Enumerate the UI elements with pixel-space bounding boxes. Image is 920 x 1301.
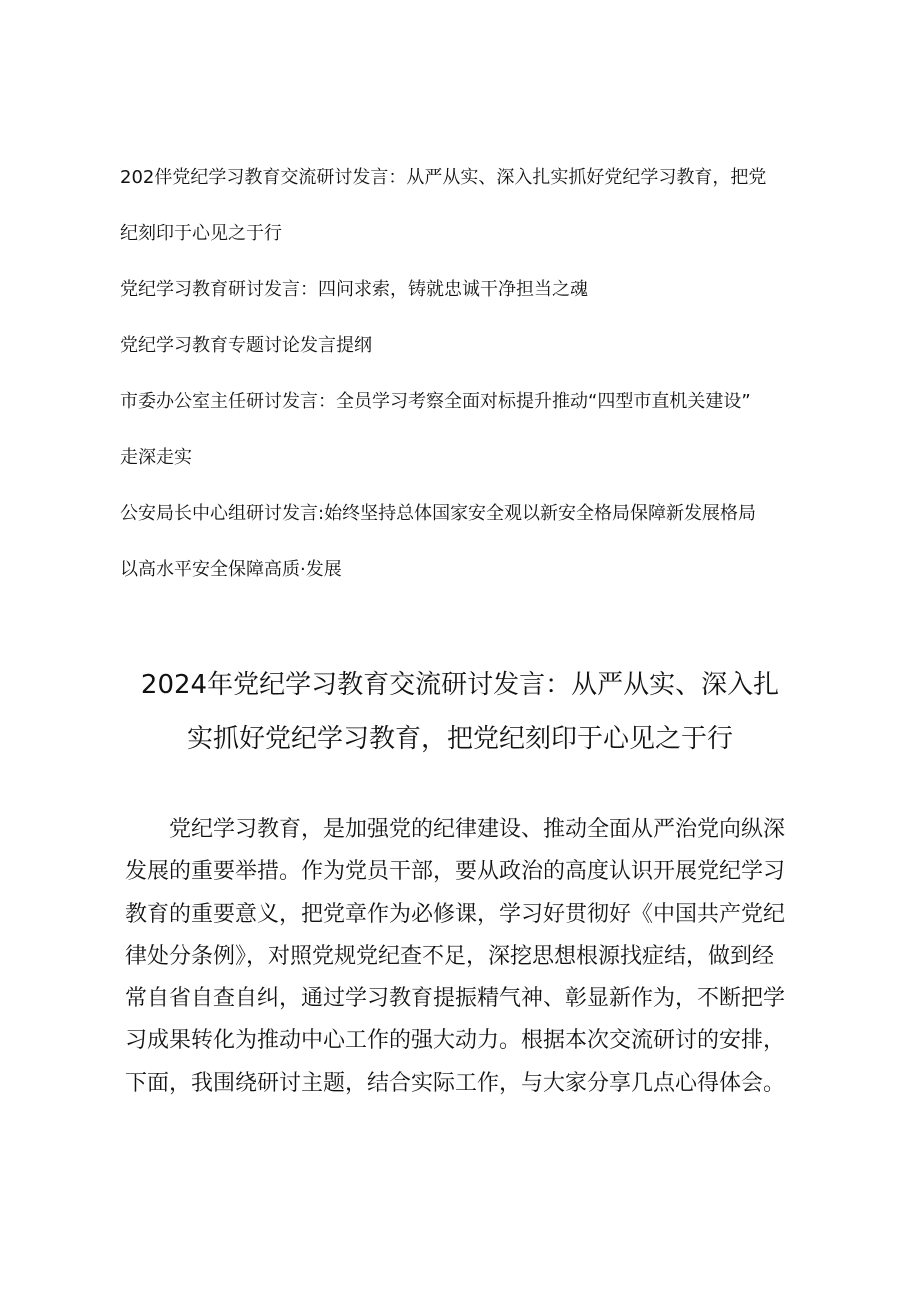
paragraph-line: 律处分条例》，对照党规党纪查不足，深挖思想根源找症结，做到经 <box>125 943 775 969</box>
article-paragraph <box>125 809 825 1105</box>
toc-line: 纪刻印于心见之于行 <box>120 223 282 244</box>
table-of-contents <box>120 150 800 598</box>
toc-line: 公安局长中心组研讨发言:始终坚持总体国家安全观以新安全格局保障新发展格局 <box>120 503 757 524</box>
article-title-line: 2024年党纪学习教育交流研讨发言：从严从实、深入扎 <box>140 670 780 700</box>
paragraph-line: 常自省自查自纠，通过学习教育提振精气神、彰显新作为，不断把学 <box>125 986 786 1012</box>
paragraph-line: 习成果转化为推动中心工作的强大动力。根据本次交流研讨的安排， <box>125 1028 786 1054</box>
article-title <box>100 658 820 766</box>
paragraph-line: 发展的重要举措。作为党员干部，要从政治的高度认识开展党纪学习 <box>125 859 786 885</box>
toc-line: 党纪学习教育专题讨论发言提纲 <box>120 335 372 356</box>
paragraph-line: 党纪学习教育，是加强党的纪律建设、推动全面从严治党向纵深 <box>125 817 786 842</box>
toc-line: 市委办公室主任研讨发言：全员学习考察全面对标提升推动“四型市直机关建设” <box>120 391 751 412</box>
toc-line: 以高水平安全保障高质·发展 <box>120 559 342 580</box>
article-title-line: 实抓好党纪学习教育，把党纪刻印于心见之于行 <box>186 724 733 754</box>
toc-line: 党纪学习教育研讨发言：四问求索，铸就忠诚干净担当之魂 <box>120 279 588 300</box>
paragraph-line: 下面，我围绕研讨主题，结合实际工作，与大家分享几点心得体会。 <box>125 1070 786 1096</box>
toc-line: 202伴党纪学习教育交流研讨发言：从严从实、深入扎实抓好党纪学习教育，把党 <box>120 167 767 188</box>
toc-line: 走深走实 <box>120 447 192 468</box>
paragraph-line: 教育的重要意义，把党章作为必修课，学习好贯彻好《中国共产党纪 <box>125 901 786 927</box>
